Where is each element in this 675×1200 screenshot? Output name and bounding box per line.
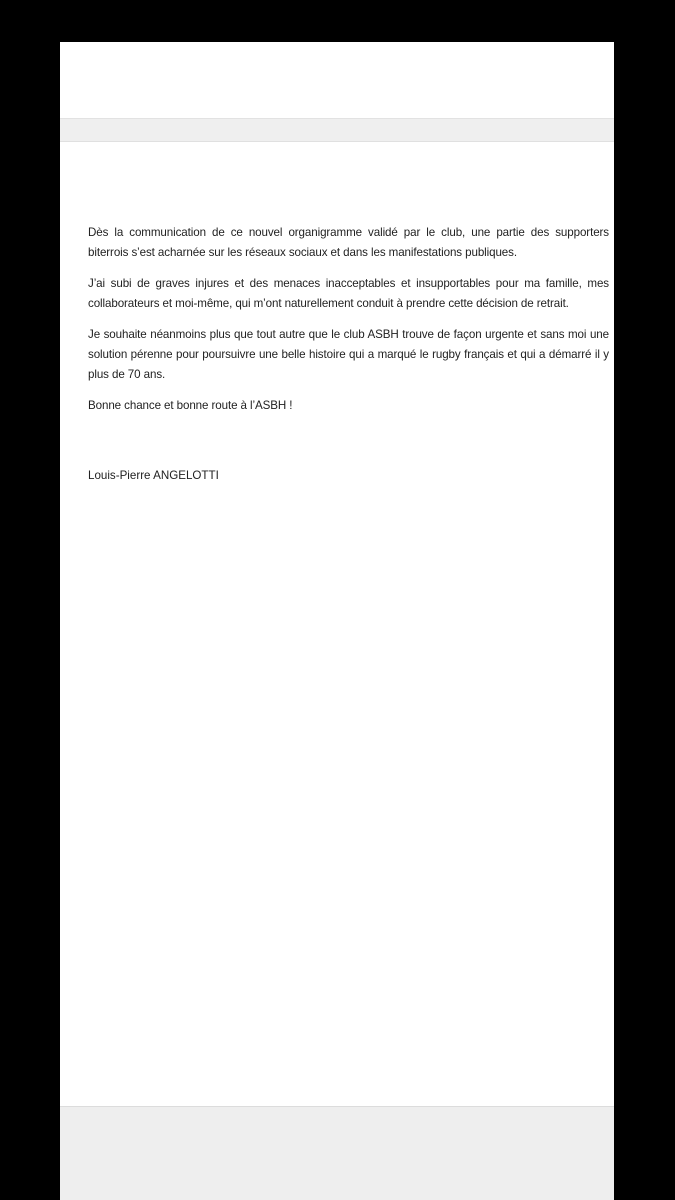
paragraph-1: Dès la communication de ce nouvel organigramme validé par le club, une partie des supporters biterrois s’est acharnée sur les réseaux sociaux et dans les manifestations publiques.: [88, 226, 609, 259]
signature: Louis-Pierre ANGELOTTI: [88, 469, 219, 482]
document-viewer[interactable]: [60, 42, 614, 1200]
paragraph-3: Je souhaite néanmoins plus que tout autre que le club ASBH trouve de façon urgente et sans moi une solution pérenne pour poursuivre une belle histoire qui a marqué le rugby français et qui a démarré il y plus de 70 ans.: [88, 328, 609, 381]
page-separator-bottom: [60, 1106, 614, 1200]
document-page: [60, 142, 614, 1106]
paragraph-2: J’ai subi de graves injures et des menaces inacceptables et insupportables pour ma famille, mes collaborateurs et moi-même, qui m’ont naturellement conduit à prendre cette décision de retrait.: [88, 277, 609, 310]
previous-page-bottom: [60, 42, 614, 118]
letter-body: [88, 223, 609, 486]
page-separator: [60, 118, 614, 142]
paragraph-4: Bonne chance et bonne route à l’ASBH !: [88, 399, 293, 412]
